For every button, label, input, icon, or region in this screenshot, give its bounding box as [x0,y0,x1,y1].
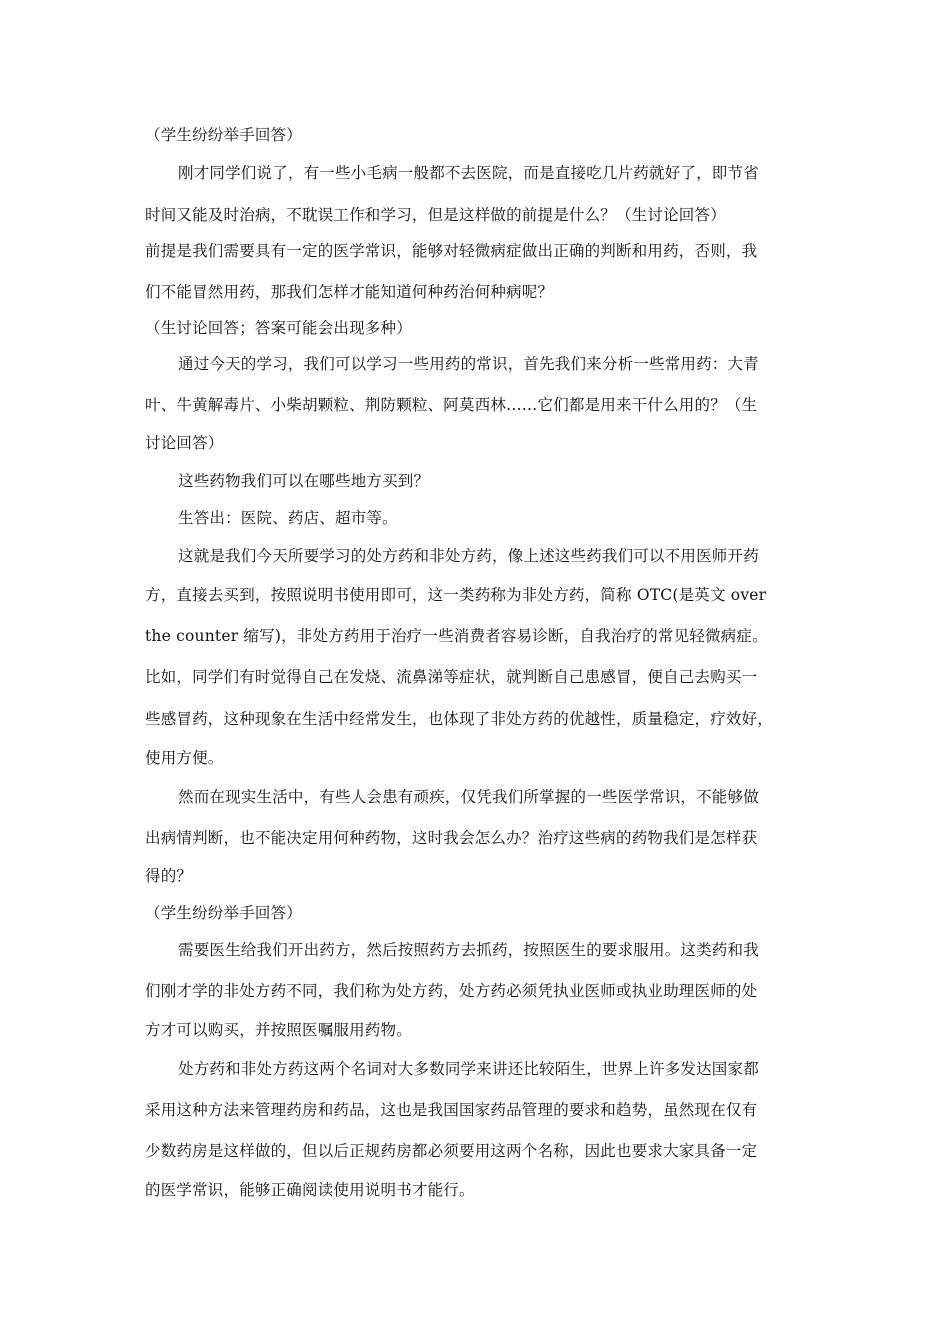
text-line: 前提是我们需要具有一定的医学常识，能够对轻微病症做出正确的判断和用药，否则，我 [145,242,758,260]
text-line: （学生纷纷举手回答） [145,904,303,922]
text-line: 比如，同学们有时觉得自己在发烧、流鼻涕等症状，就判断自己患感冒，便自己去购买一 [145,668,758,686]
text-line: 通过今天的学习，我们可以学习一些用药的常识，首先我们来分析一些常用药：大青 [178,355,759,373]
text-line: 需要医生给我们开出药方，然后按照药方去抓药，按照医生的要求服用。这类药和我 [178,941,759,959]
text-line: the counter 缩写)，非处方药用于治疗一些消费者容易诊断，自我治疗的常见轻微病症。 [145,627,768,645]
text-line: 生答出：医院、药店、超市等。 [178,509,398,527]
text-line: 讨论回答） [145,434,224,452]
text-line: 些感冒药，这种现象在生活中经常发生，也体现了非处方药的优越性，质量稳定，疗效好， [145,710,774,728]
text-line: 这就是我们今天所要学习的处方药和非处方药，像上述这些药我们可以不用医师开药 [178,547,759,565]
text-line: 叶、牛黄解毒片、小柴胡颗粒、荆防颗粒、阿莫西林……它们都是用来干什么用的？（生 [145,396,758,414]
text-line: 们不能冒然用药，那我们怎样才能知道何种药治何种病呢？ [145,283,554,301]
text-line: （生讨论回答；答案可能会出现多种） [145,319,412,337]
text-line: 少数药房是这样做的，但以后正规药房都必须要用这两个名称，因此也要求大家具备一定 [145,1142,758,1160]
text-line: 们刚才学的非处方药不同，我们称为处方药，处方药必须凭执业医师或执业助理医师的处 [145,982,758,1000]
text-line: 使用方便。 [145,749,224,767]
text-line: 刚才同学们说了，有一些小毛病一般都不去医院，而是直接吃几片药就好了，即节省 [178,164,759,182]
text-line: 方才可以购买，并按照医嘱服用药物。 [145,1021,412,1039]
text-line: 得的？ [145,867,193,885]
text-line: 时间又能及时治病，不耽误工作和学习，但是这样做的前提是什么？（生讨论回答） [145,206,726,224]
text-line: 处方药和非处方药这两个名词对大多数同学来讲还比较陌生，世界上许多发达国家都 [178,1060,759,1078]
text-line: （学生纷纷举手回答） [145,126,303,144]
text-line: 采用这种方法来管理药房和药品，这也是我国国家药品管理的要求和趋势，虽然现在仅有 [145,1101,758,1119]
text-line: 出病情判断，也不能决定用何种药物，这时我会怎么办？治疗这些病的药物我们是怎样获 [145,829,758,847]
text-line: 这些药物我们可以在哪些地方买到？ [178,472,430,490]
text-line: 的医学常识，能够正确阅读使用说明书才能行。 [145,1181,475,1199]
text-line: 然而在现实生活中，有些人会患有顽疾，仅凭我们所掌握的一些医学常识，不能够做 [178,788,759,806]
text-line: 方，直接去买到，按照说明书使用即可，这一类药称为非处方药，简称 OTC(是英文 over [145,586,767,604]
